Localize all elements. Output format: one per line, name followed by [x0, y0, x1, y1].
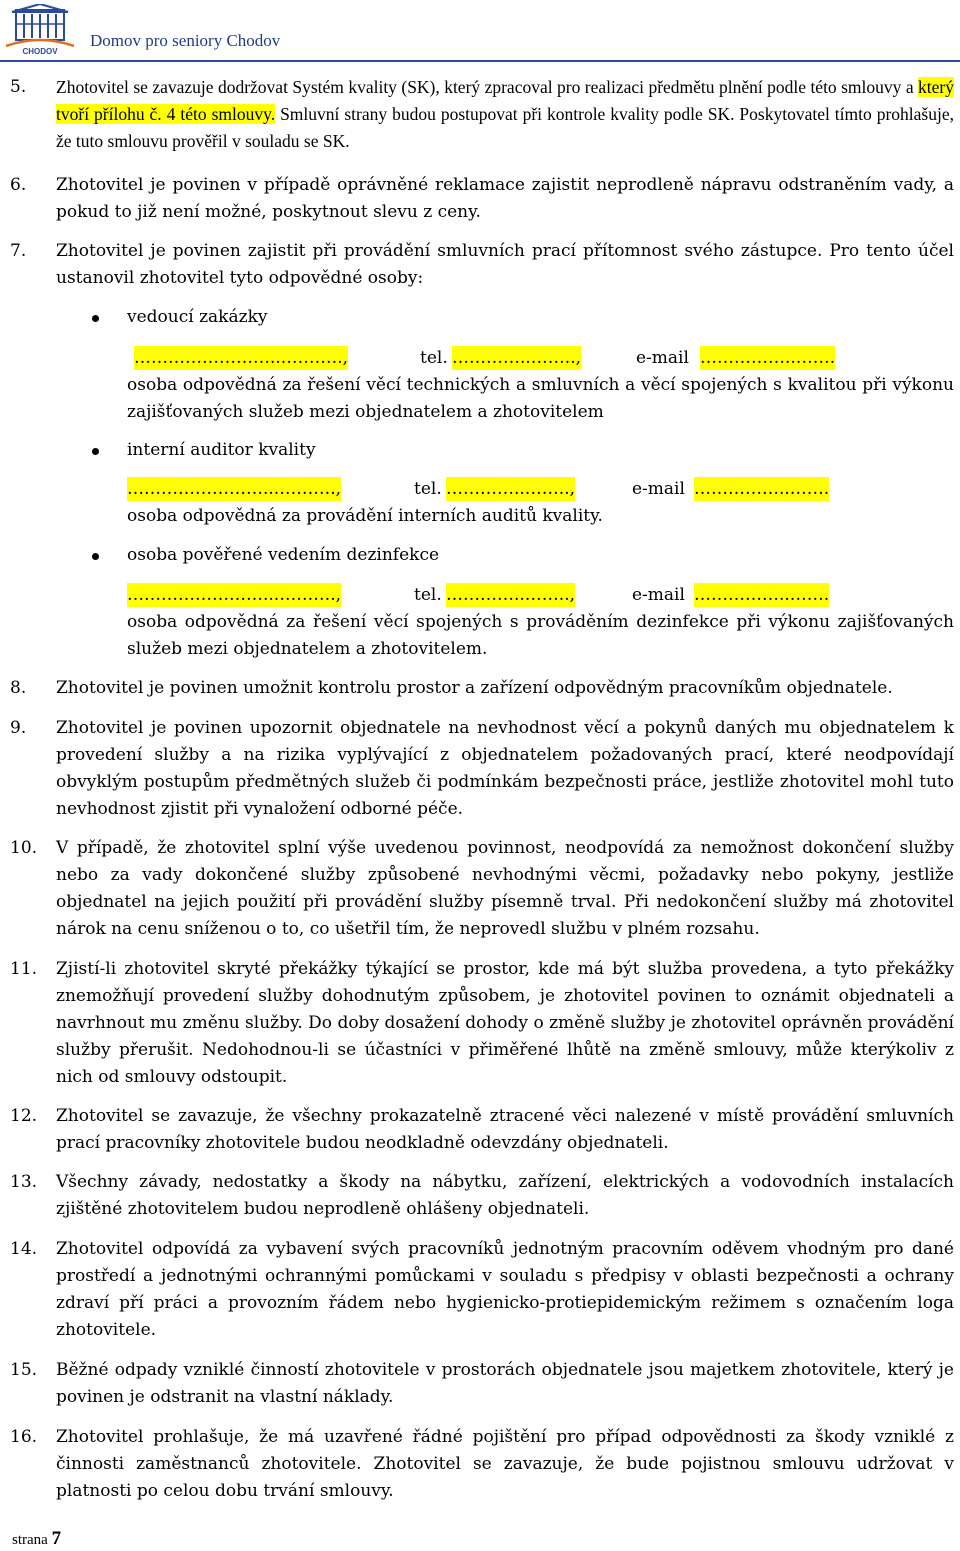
person-role: vedoucí zakázky: [127, 307, 268, 327]
bullet-icon: [92, 315, 99, 322]
clause-number: 7.: [10, 241, 27, 261]
tel-blank: …………..……..,: [446, 585, 576, 605]
page-label: strana: [12, 1532, 48, 1548]
page-header: [0, 0, 960, 66]
clause-number: 16.: [10, 1427, 38, 1447]
clause-number: 10.: [10, 838, 38, 858]
tel-label: tel.: [420, 348, 448, 368]
name-blank: ……………………...……….,: [134, 348, 349, 368]
person-role: interní auditor kvality: [127, 440, 316, 460]
tel-label: tel.: [414, 585, 442, 605]
person-role: osoba pověřené vedením dezinfekce: [127, 545, 440, 565]
org-name: Domov pro seniory Chodov: [90, 31, 281, 50]
clause-number: 13.: [10, 1172, 38, 1192]
clause-text-post: Smluvní strany budou postupovat při kontrole kvality podle SK. Poskytovatel tímto prohlašuje, že tuto smlouvu prověřil v souladu se SK.: [56, 104, 954, 151]
logo-text: CHODOV: [22, 47, 58, 56]
clause-text-pre: Zhotovitel se zavazuje dodržovat Systém kvality (SK), který zpracoval pro realizaci předmětu plnění podle této smlouvy a: [56, 77, 919, 97]
clause-text: Zhotovitel je povinen zajistit při provádění smluvních prací přítomnost svého zástupce. Pro tento účel ustanovil zhotovitel tyto odpovědné osoby:: [56, 241, 954, 288]
clause-text: Zhotovitel je povinen umožnit kontrolu prostor a zařízení odpovědným pracovníkům objednatele.: [56, 678, 893, 698]
clause-number: 15.: [10, 1360, 38, 1380]
clause-text: V případě, že zhotovitel splní výše uvedenou povinnost, neodpovídá za nemožnost dokončení služby nebo za vady dokončené služby způsobené nevhodnými věcmi, požadavky nebo pokyny, jestliže objednatel na jejich použití při provádění služby písemně trval. Při nedokončení služby má zhotovitel nárok na cenu sníženou o to, co ušetřil tím, že neprovedl službu v plném rozsahu.: [56, 838, 954, 939]
clause-text: Zjistí-li zhotovitel skryté překážky týkající se prostor, kde má být služba provedena, a tyto překážky znemožňují provedení služby dohodnutým způsobem, je zhotovitel povinen to oznámit objednateli a navrhnout mu změnu služby. Do doby dosažení dohody o změně služby je zhotovitel oprávněn provádění služby přerušit. Nedohodnou-li se účastníci v přiměřené lhůtě na změně smlouvy, může kterýkoliv z nich od smlouvy odstoupit.: [56, 959, 954, 1087]
bullet-icon: [92, 553, 99, 560]
clause-text: Zhotovitel je povinen upozornit objednatele na nevhodnost věcí a pokynů daných mu objednatelem k provedení služby a na rizika vyplývající z objednatelem požadovaných prací, které neodpovídají obvyklým postupům předmětných služeb či podmínkám bezpečnosti práce, jestliže zhotovitel mohl tuto nevhodnost zjistit při vynaložení odborné péče.: [56, 718, 954, 819]
clause-number: 12.: [10, 1106, 38, 1126]
clause-number: 9.: [10, 718, 27, 738]
page-footer: [12, 1528, 61, 1550]
email-label: e-mail: [632, 479, 685, 499]
clause-number: 6.: [10, 175, 27, 195]
email-blank: ……………..…….: [694, 479, 830, 499]
highlighted-text: který tvoří přílohu č. 4 této smlouvy.: [56, 77, 954, 124]
name-blank: ……………………...……….,: [127, 479, 342, 499]
chodov-logo: [6, 4, 74, 56]
clause-text: Všechny závady, nedostatky a škody na nábytku, zařízení, elektrických a vodovodních instalacích zjištěné zhotovitelem budou neprodleně ohlášeny objednateli.: [56, 1172, 954, 1219]
clause-number: 5.: [10, 77, 27, 97]
clause-number: 8.: [10, 678, 27, 698]
clause-text: [56, 74, 954, 155]
name-blank: ……………………...……….,: [127, 585, 342, 605]
email-label: e-mail: [632, 585, 685, 605]
clause-text: Zhotovitel odpovídá za vybavení svých pracovníků jednotným pracovním oděvem vhodným pro dané prostředí a jednotnými ochrannými pomůckami v souladu s předpisy v oblasti bezpečnosti a ochrany zdraví pří práci a provozním řádem nebo hygienicko-protiepidemickým režimem s označením loga zhotovitele.: [56, 1239, 954, 1340]
bullet-icon: [92, 448, 99, 455]
clause-number: 14.: [10, 1239, 38, 1259]
email-blank: ……………..…….: [700, 348, 836, 368]
person-description: osoba odpovědná za řešení věcí technických a smluvních a věcí spojených s kvalitou při výkonu zajišťovaných služeb mezi objednatelem a zhotovitelem: [127, 375, 954, 422]
tel-label: tel.: [414, 479, 442, 499]
header-divider: [0, 60, 960, 62]
tel-blank: …………..……..,: [446, 479, 576, 499]
clause-text: Běžné odpady vzniklé činností zhotovitele v prostorách objednatele jsou majetkem zhotovitele, který je povinen je odstranit na vlastní náklady.: [56, 1360, 954, 1407]
tel-blank: …………..……..,: [452, 348, 582, 368]
email-blank: ……………..…….: [694, 585, 830, 605]
clause-number: 11.: [10, 959, 38, 979]
clause-text: Zhotovitel je povinen v případě oprávněné reklamace zajistit neprodleně nápravu odstraněním vady, a pokud to již není možné, poskytnout slevu z ceny.: [56, 175, 954, 222]
person-description: osoba odpovědná za provádění interních auditů kvality.: [127, 506, 603, 526]
clause-text: Zhotovitel prohlašuje, že má uzavřené řádné pojištění pro případ odpovědnosti za škody vzniklé z činnosti zaměstnanců zhotovitele. Zhotovitel se zavazuje, že bude pojistnou smlouvu udržovat v platnosti po celou dobu trvání smlouvy.: [56, 1427, 954, 1501]
page-number: 7: [51, 1528, 62, 1549]
person-description: osoba odpovědná za řešení věcí spojených s prováděním dezinfekce při výkonu zajišťovaných služeb mezi objednatelem a zhotovitelem.: [127, 612, 954, 659]
clause-text: Zhotovitel se zavazuje, že všechny prokazatelně ztracené věci nalezené v místě provádění smluvních prací pracovníky zhotovitele budou neodkladně odevzdány objednateli.: [56, 1106, 954, 1153]
email-label: e-mail: [636, 348, 689, 368]
